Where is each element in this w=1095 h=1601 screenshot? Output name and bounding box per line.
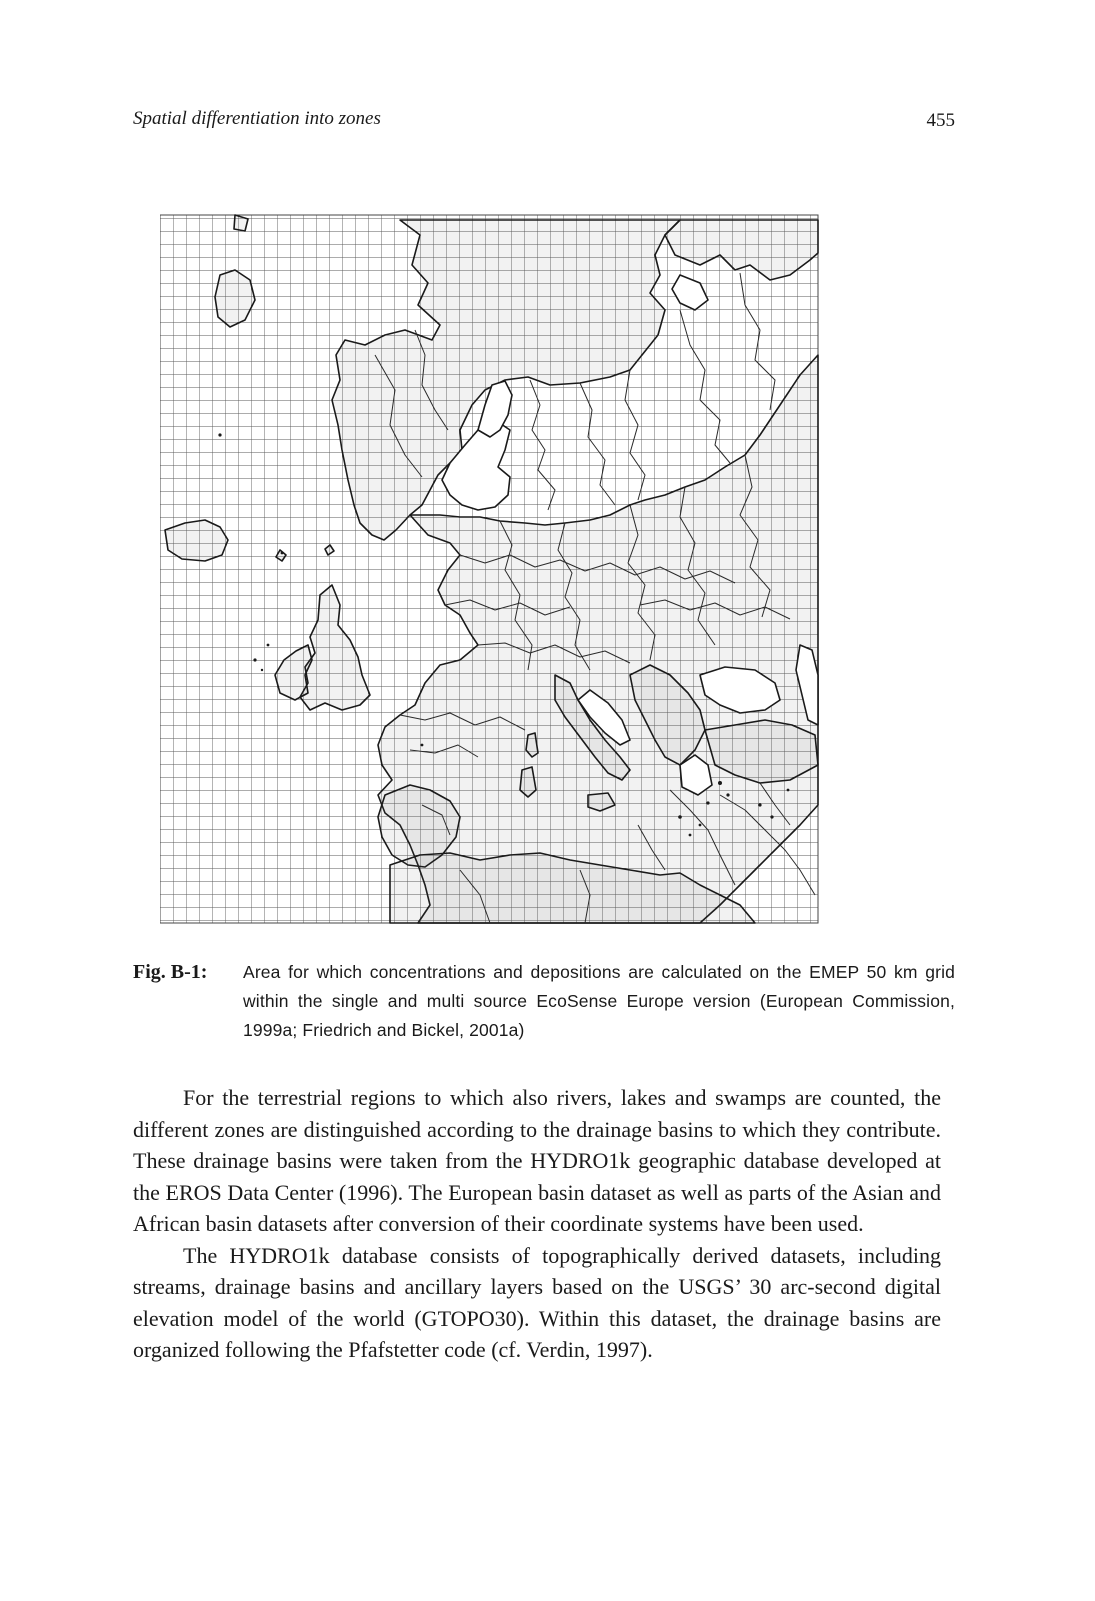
emep-grid-map — [160, 205, 825, 930]
figure-label: Fig. B-1: — [133, 961, 208, 983]
iceland-coast — [165, 520, 228, 561]
paragraph: The HYDRO1k database consists of topographically derived datasets, including streams, drainage basins and ancillary layers based on the USGS’ 30 arc-second digital elevation model of the world (GTOPO30). Within this dataset, the drainage basins are organized following the Pfafstetter code (cf. Verdin, 1997). — [133, 1242, 941, 1362]
running-head — [133, 108, 955, 138]
emep-grid-map-figure — [160, 205, 825, 930]
figure-caption — [133, 958, 955, 1045]
page-number: 455 — [926, 110, 955, 131]
running-title: Spatial differentiation into zones — [133, 108, 381, 129]
figure-caption-text: Area for which concentrations and depositions are calculated on the EMEP 50 km grid within the single and multi source EcoSense Europe version (European Commission, 1999a; Friedrich and Bickel, 2001a) — [243, 962, 955, 1040]
paragraph: For the terrestrial regions to which also rivers, lakes and swamps are counted, the different zones are distinguished according to the drainage basins to which they contribute. These drainage basins were taken from the HYDRO1k geographic database developed at the EROS Data Center (1996). The European basin dataset as well as parts of the Asian and African basin datasets after conversion of their coordinate systems have been used. — [133, 1085, 941, 1236]
body-text — [133, 1082, 941, 1366]
